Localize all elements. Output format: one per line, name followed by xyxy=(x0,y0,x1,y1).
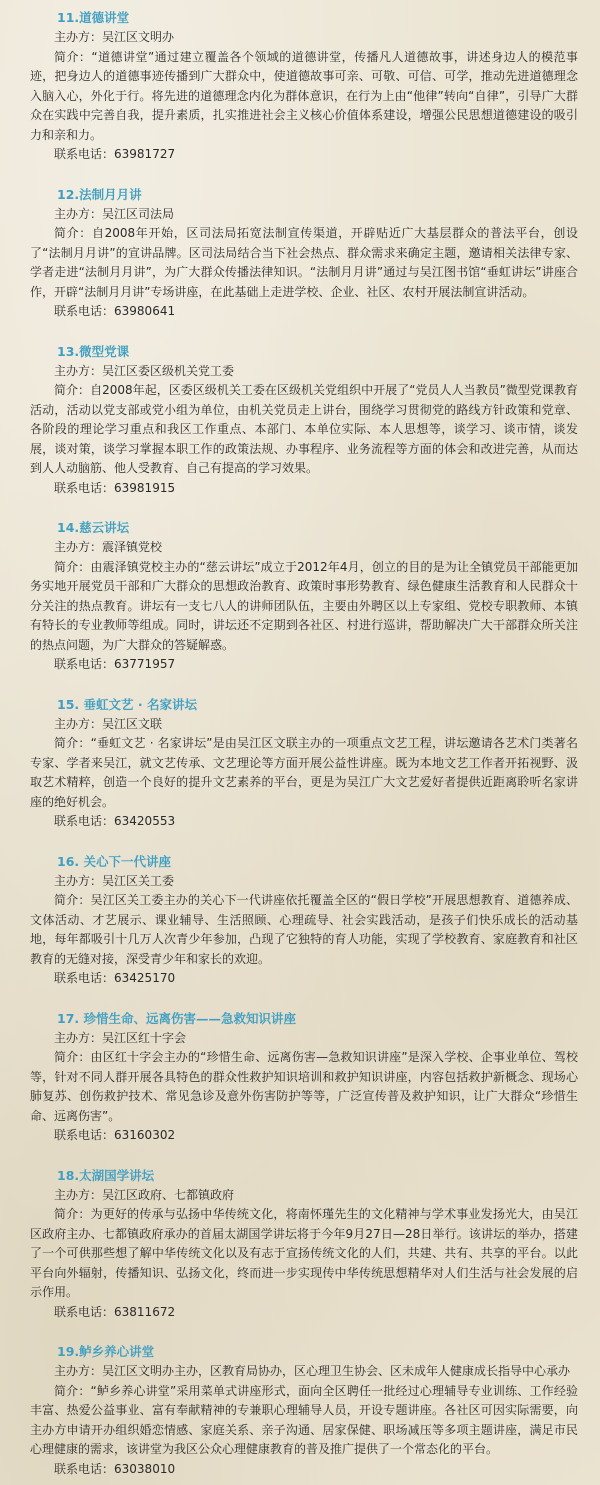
intro-label: 简介： xyxy=(54,383,91,397)
organizer-value: 吴江区政府、七都镇政府 xyxy=(102,1187,235,1202)
phone-label: 联系电话： xyxy=(54,147,115,161)
phone-label: 联系电话： xyxy=(54,1304,115,1319)
organizer-label: 主办方： xyxy=(54,30,103,44)
lecture-section xyxy=(30,1342,578,1479)
organizer-label: 主办方： xyxy=(54,363,103,378)
intro-line xyxy=(30,1382,578,1460)
phone-line xyxy=(30,145,578,165)
section-title: 12.法制月月讲 xyxy=(57,186,142,202)
organizer-label: 主办方： xyxy=(54,716,103,731)
intro-line xyxy=(30,224,578,302)
intro-line xyxy=(30,381,578,479)
intro-line xyxy=(30,734,578,812)
intro-text: 为更好的传承与弘扬中华传统文化，将南怀瑾先生的文化精神与学术事业发扬光大，由吴江区政府主办、七都镇政府承办的首届太湖国学讲坛将于今年9月27日—28日举行。该讲坛的举办，搭建了一个可供那些想了解中华传统文化以及有志于宣扬传统文化的人们，共建、共有、共享的平台。以此平台向外辐射，传播知识、弘扬文化，终而进一步实现传中华传统思想精华对人们生活与社会发展的启示作用。 xyxy=(30,1207,578,1299)
intro-line xyxy=(30,891,578,969)
phone-number: 63811672 xyxy=(114,1304,176,1319)
intro-line xyxy=(30,558,578,656)
intro-label: 简介： xyxy=(54,736,91,750)
organizer-value: 吴江区关工委 xyxy=(102,873,175,888)
phone-label: 联系电话： xyxy=(54,480,115,495)
phone-line xyxy=(30,812,578,832)
phone-number: 63981915 xyxy=(114,480,176,495)
organizer-line xyxy=(30,205,578,225)
intro-label: 简介： xyxy=(54,1207,91,1221)
intro-text: “垂虹文艺 · 名家讲坛”是由吴江区文联主办的一项重点文艺工程，讲坛邀请各艺术门类著名专家、学者来吴江，就文艺传承、文艺理论等方面开展公益性讲座。既为本地文艺工作者开拓视野、汲取艺术精粹，创造一个良好的提升文艺素养的平台，更是为吴江广大文艺爱好者提供近距离聆听名家讲座的绝好机会。 xyxy=(30,736,578,809)
lecture-section xyxy=(30,185,578,322)
section-title: 15. 垂虹文艺 · 名家讲坛 xyxy=(57,696,197,712)
intro-label: 简介： xyxy=(54,893,91,907)
phone-number: 63038010 xyxy=(114,1461,176,1476)
phone-line xyxy=(30,1303,578,1323)
organizer-value: 吴江区委区级机关党工委 xyxy=(102,363,235,378)
organizer-line xyxy=(30,1362,578,1382)
lecture-section xyxy=(30,1009,578,1146)
organizer-value: 震泽镇党校 xyxy=(102,540,163,554)
organizer-line xyxy=(30,1186,578,1206)
intro-line xyxy=(30,48,578,146)
section-title: 13.微型党课 xyxy=(57,343,130,359)
phone-line xyxy=(30,479,578,499)
section-title: 19.鲈乡养心讲堂 xyxy=(57,1344,155,1359)
organizer-line xyxy=(30,538,578,558)
phone-line xyxy=(30,1126,578,1146)
organizer-line xyxy=(30,362,578,382)
organizer-value: 吴江区红十字会 xyxy=(102,1030,187,1045)
phone-line xyxy=(30,1460,578,1480)
phone-number: 63160302 xyxy=(114,1128,176,1142)
intro-line xyxy=(30,1048,578,1126)
organizer-line xyxy=(30,872,578,892)
intro-label: 简介： xyxy=(54,226,92,240)
phone-line xyxy=(30,302,578,322)
phone-label: 联系电话： xyxy=(54,814,115,828)
intro-text: “鲈乡养心讲堂”采用菜单式讲座形式，面向全区聘任一批经过心理辅导专业训练、工作经验丰富、热爱公益事业、富有奉献精神的专兼职心理辅导人员，开设专题讲座。各社区可因实际需要，向主办方申请开办组织婚恋情感、家庭关系、亲子沟通、居家保健、职场减压等多项主题讲座，满足市民心理健康的需求，该讲堂为我区公众心理健康教育的普及推广提供了一个常态化的平台。 xyxy=(30,1383,578,1456)
intro-text: 由区红十字会主办的“珍惜生命、远离伤害—急救知识讲座”是深入学校、企事业单位、驾校等，针对不同人群开展各具特色的群众性救护知识培训和救护知识讲座，内容包括救护新概念、现场心肺复苏、创伤救护技术、常见急诊及意外伤害防护等等，广泛宣传普及救护知识，让广大群众“珍惜生命、远离伤害”。 xyxy=(30,1050,578,1123)
organizer-label: 主办方： xyxy=(54,206,103,221)
lecture-section xyxy=(30,342,578,499)
section-title: 14.慈云讲坛 xyxy=(57,520,130,535)
organizer-label: 主办方： xyxy=(54,1364,103,1378)
organizer-line xyxy=(30,715,578,735)
phone-label: 联系电话： xyxy=(54,304,115,318)
intro-text: 吴江区关工委主办的关心下一代讲座依托覆盖全区的“假日学校”开展思想教育、道德养成、文体活动、才艺展示、课业辅导、生活照顾、心理疏导、社会实践活动，是孩子们快乐成长的活动基地，每年都吸引十几万人次青少年参加，凸现了它独特的育人功能，实现了学校教育、家庭教育和社区教育的无缝对接，深受青少年和家长的欢迎。 xyxy=(30,893,578,966)
intro-line xyxy=(30,1205,578,1303)
section-title: 11.道德讲堂 xyxy=(57,10,130,25)
intro-text: 自2008年起，区委区级机关工委在区级机关党组织中开展了“党员人人当教员”微型党课教育活动，活动以党支部或党小组为单位，由机关党员走上讲台，围绕学习贯彻党的路线方针政策和党章、各阶段的理论学习重点和我区工作重点、本部门、本单位实际、本人思想等，谈学习、谈市情，谈发展，谈对策，谈学习掌握本职工作的政策法规、办事程序、业务流程等方面的体会和改进完善，从而达到人人动脑筋、他人受教育、自己有提高的学习效果。 xyxy=(30,383,578,475)
phone-number: 63420553 xyxy=(114,814,176,828)
organizer-value: 吴江区文明办主办，区教育局协办，区心理卫生协会、区未成年人健康成长指导中心承办 xyxy=(102,1364,571,1378)
phone-number: 63771957 xyxy=(114,657,176,671)
organizer-line xyxy=(30,1029,578,1049)
organizer-line xyxy=(30,28,578,48)
phone-label: 联系电话： xyxy=(54,657,115,671)
intro-label: 简介： xyxy=(54,49,92,64)
phone-number: 63981727 xyxy=(114,147,176,161)
intro-text: “道德讲堂”通过建立覆盖各个领域的道德讲堂，传播凡人道德故事，讲述身边人的模范事迹，把身边人的道德事迹传播到广大群众中，使道德故事可亲、可敬、可信、可学，推动先进道德理念入脑入心，外化于行。将先进的道德理念内化为群体意识，在行为上由“他律”转向“自律”，引导广大群众在实践中完善自我，提升素质，扎实推进社会主义核心价值体系建设，增强公民思想道德建设的吸引力和亲和力。 xyxy=(30,49,578,142)
phone-number: 63980641 xyxy=(114,304,176,318)
section-title: 18.太湖国学讲坛 xyxy=(57,1167,155,1183)
organizer-label: 主办方： xyxy=(54,1030,103,1045)
lecture-section xyxy=(30,518,578,675)
intro-label: 简介： xyxy=(54,1383,91,1398)
intro-text: 由震泽镇党校主办的“慈云讲坛”成立于2012年4月，创立的目的是为让全镇党员干部能更加务实地开展党员干部和广大群众的思想政治教育、政策时事形势教育、绿色健康生活教育和人民群众十分关注的热点教育。讲坛有一支七八人的讲师团队伍，主要由外聘区以上专家组、党校专职教师、本镇有特长的专业教师等组成。同时，讲坛还不定期到各社区、村进行巡讲，帮助解决广大干部群众所关注的热点问题，为广大群众的答疑解惑。 xyxy=(30,559,578,652)
section-title: 17. 珍惜生命、远离伤害——急救知识讲座 xyxy=(57,1010,296,1026)
lecture-section xyxy=(30,852,578,989)
organizer-value: 吴江区司法局 xyxy=(102,206,175,221)
phone-number: 63425170 xyxy=(114,971,176,985)
organizer-value: 吴江区文联 xyxy=(102,716,163,731)
lecture-section xyxy=(30,8,578,165)
organizer-label: 主办方： xyxy=(54,1187,103,1202)
phone-label: 联系电话： xyxy=(54,1128,115,1142)
phone-label: 联系电话： xyxy=(54,1461,115,1476)
organizer-value: 吴江区文明办 xyxy=(102,30,175,44)
intro-label: 简介： xyxy=(54,559,91,574)
lecture-section xyxy=(30,1166,578,1323)
phone-label: 联系电话： xyxy=(54,971,115,985)
organizer-label: 主办方： xyxy=(54,540,103,554)
intro-label: 简介： xyxy=(54,1050,91,1064)
organizer-label: 主办方： xyxy=(54,873,103,888)
phone-line xyxy=(30,969,578,989)
lecture-section xyxy=(30,695,578,832)
phone-line xyxy=(30,655,578,675)
intro-text: 自2008年开始，区司法局拓宽法制宣传渠道，开辟贴近广大基层群众的普法平台，创设了“法制月月讲”的宣讲品牌。区司法局结合当下社会热点、群众需求来确定主题，邀请相关法律专家、学者走进“法制月月讲”，为广大群众传播法律知识。“法制月月讲”通过与吴江图书馆“垂虹讲坛”讲座合作，开辟“法制月月讲”专场讲座，在此基础上走进学校、企业、社区、农村开展法制宣讲活动。 xyxy=(30,226,578,299)
section-title: 16. 关心下一代讲座 xyxy=(57,853,171,869)
